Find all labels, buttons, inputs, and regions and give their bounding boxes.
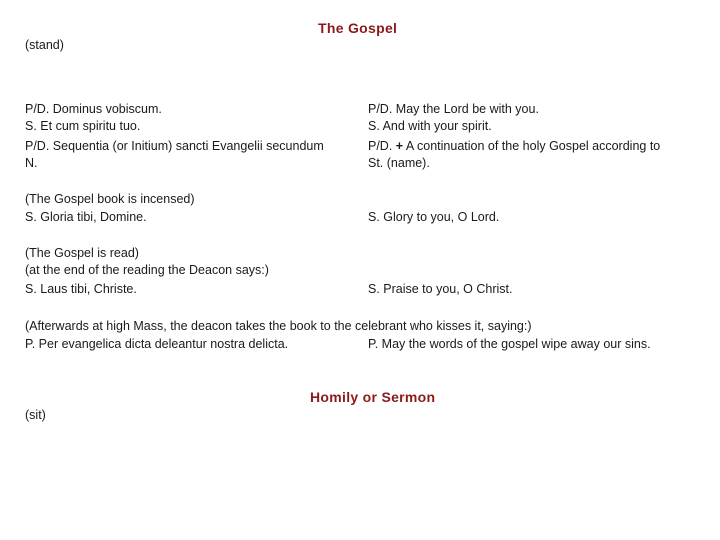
incense-rubric: (The Gospel book is incensed) — [25, 192, 195, 206]
english-line-3-text: A continuation of the holy Gospel according to — [405, 139, 661, 153]
deacon-rubric: (at the end of the reading the Deacon says:) — [25, 263, 269, 277]
latin-line-4: N. — [25, 156, 38, 170]
english-line-3-prefix: P/D. — [368, 139, 393, 153]
laus-english: S. Praise to you, O Christ. — [368, 282, 513, 296]
cross-icon: + — [395, 139, 404, 153]
page-title: The Gospel — [318, 20, 398, 36]
gloria-latin: S. Gloria tibi, Domine. — [25, 210, 147, 224]
per-latin: P. Per evangelica dicta deleantur nostra delicta. — [25, 337, 289, 351]
english-line-1: P/D. May the Lord be with you. — [368, 102, 539, 116]
stand-rubric: (stand) — [25, 38, 64, 52]
latin-line-1: P/D. Dominus vobiscum. — [25, 102, 162, 116]
read-rubric: (The Gospel is read) — [25, 246, 139, 260]
latin-line-3: P/D. Sequentia (or Initium) sancti Evangelii secundum — [25, 139, 324, 153]
afterwards-rubric: (Afterwards at high Mass, the deacon takes the book to the celebrant who kisses it, saying:) — [25, 319, 532, 333]
laus-latin: S. Laus tibi, Christe. — [25, 282, 137, 296]
gloria-english: S. Glory to you, O Lord. — [368, 210, 500, 224]
sit-rubric: (sit) — [25, 408, 46, 422]
english-line-2: S. And with your spirit. — [368, 119, 492, 133]
english-line-4: St. (name). — [368, 156, 430, 170]
english-line-3 — [368, 138, 660, 155]
homily-title: Homily or Sermon — [310, 389, 436, 405]
latin-line-2: S. Et cum spiritu tuo. — [25, 119, 141, 133]
per-english: P. May the words of the gospel wipe away our sins. — [368, 337, 651, 351]
